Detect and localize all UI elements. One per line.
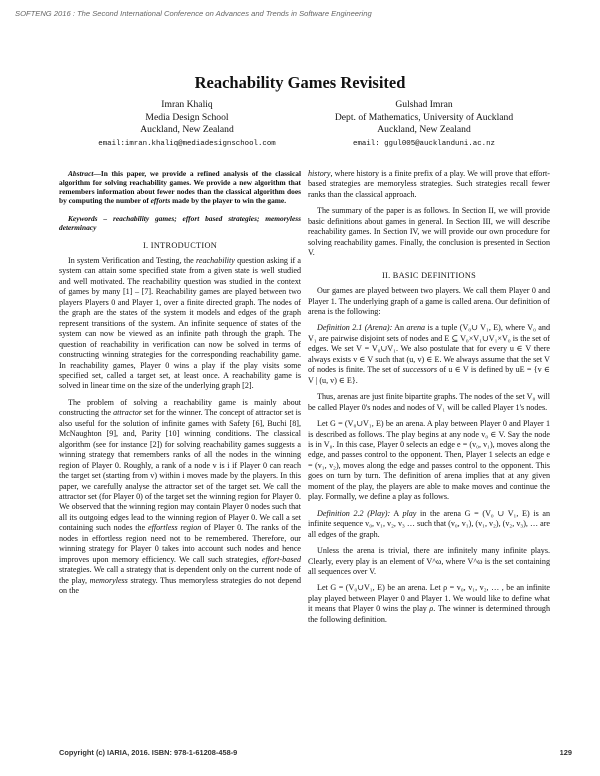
text: is a tuple (V₀∪ V₁, E), where V₀ and V₁ are pairwise disjoint sets of nodes and E ⊆ V₀×V₁∪V₁×V₀ is the set of edges. We set V = V₀∪V₁. We also postulate that for every u ∈ V there always exists v ∈ V such that (u, v) ∈ E. We always assume that the set V of nodes is finite. The set of: [308, 323, 550, 375]
text: strategies. We call a strategy that is dependent only on the current node of the play,: [59, 565, 301, 585]
abstract-text: made by the player to win the game.: [170, 196, 287, 206]
right-paragraph-winner: [308, 583, 550, 625]
right-paragraph-1: [308, 169, 550, 200]
text: . The winner is determined through the following definition.: [308, 604, 550, 624]
page-number: 129: [559, 748, 572, 757]
keywords-label: Keywords –: [68, 214, 113, 224]
text: strategy. Thus memoryless strategies do not depend on the: [59, 575, 302, 596]
right-column: [308, 169, 550, 625]
emphasis: attractor: [113, 408, 142, 418]
emphasis: arena: [406, 323, 426, 333]
text: The problem of solving a reachability game is mainly about constructing the: [59, 397, 301, 418]
intro-paragraph-1: [59, 256, 301, 392]
abstract-text: In this paper, we provide a refined analysis of the classical algorithm for solving reachability games. We provide a new algorithm that remembers information about fewer nodes than the classical algorithm does by computing the number of: [59, 169, 301, 206]
right-paragraph-infinite-plays: Unless the arena is trivial, there are infinitely many infinite plays. Clearly, every play is an element of V^ω, where V^ω is the set containing all sequences over V.: [308, 546, 550, 576]
emphasis: history: [308, 169, 331, 178]
definition-2-2: [308, 509, 550, 540]
text: of Player 0. The ranks of the nodes in effortless region need not to be remembered. Therefore, our winning strategy for Player 0 takes into account such nodes and hence improves upon memory efficiency. We call such strategies,: [59, 523, 301, 564]
text: in the arena G = (V₀ ∪ V₁, E) is an infinite sequence v₀, v₁, v₂, v₃ … such that (v₀, v₁), (v₁, v₂), (v₂, v₃), … are all edges of the graph.: [308, 508, 551, 539]
keywords-text: reachability games; effort based strategies; memoryless determinacy: [59, 214, 301, 233]
text: set for the winner. The concept of attractor set is also useful for the solution of infinite games with Safety [6], Buchi [8], McNaughton [9], and, Parity [10] winning conditions. The classical algorithm (see for instance [2]) for solving reachability games suggests a winning strategy that remembers ranks of all the nodes in the winning region of Player 0. Roughly, a rank of a node v is i if Player 0 can reach the target set (starting from v) within i moves made by the players. In this paper, we carefully analyse the attractor set of the target set. We call the attractor set (for Player 0) of the target set the winning region for Player 0. We observed that the winning region may contain Player 0 nodes such that all its outgoing edges lead to the winning region of Player 0. We call a set containing such nodes the: [59, 408, 301, 533]
definition-label: Definition 2.2 (Play):: [317, 508, 391, 518]
author-email[interactable]: email: ggul005@aucklanduni.ac.nz: [353, 139, 495, 148]
text: In system Verification and Testing, the: [68, 256, 197, 266]
author-name: Gulshad Imran: [395, 99, 453, 110]
emphasis: play: [402, 508, 417, 518]
running-header: SOFTENG 2016 : The Second International Conference on Advances and Trends in Software Engineering: [15, 9, 372, 18]
author-affiliation: Dept. of Mathematics, University of Auckland: [334, 111, 514, 123]
right-paragraph-play: Let G = (V₀∪V₁, E) be an arena. A play between Player 0 and Player 1 is described as follows. The play begins at any node v₀ ∈ V. Say the node is in V₀. In this case, Player 0 selects an edge e = (v₀, v₁), moves along the edge, and passes control to the opponent. Then, Player 1 selects an edge e = (v₁, v₂), moves along the edge and passes control to the opponent. This goes on turn by turn. The definition of arena implies that at any given moment of the play, the players are able to make moves and continue the play. Formally, we define a play as follows.: [308, 419, 550, 502]
author-email[interactable]: email:imran.khaliq@mediadesignschool.com: [98, 139, 276, 148]
author-location: Auckland, New Zealand: [377, 124, 471, 136]
emphasis: memoryless: [89, 575, 128, 585]
left-column: [59, 169, 301, 597]
section-heading-basic-definitions: II. BASIC DEFINITIONS: [381, 270, 477, 280]
intro-paragraph-2: [59, 398, 301, 597]
author-name: Imran Khaliq: [161, 99, 213, 110]
right-paragraph-games: Our games are played between two players. We call them Player 0 and Player 1. The underlying graph of a game is called arena. Our definition of arena is the following:: [308, 286, 550, 316]
author-block-1: [72, 99, 302, 150]
abstract-label: Abstract—: [68, 169, 101, 178]
author-block-2: [309, 99, 539, 150]
keywords: [59, 214, 301, 232]
paper-title: Reachability Games Revisited: [194, 73, 406, 92]
abstract-emphasis: efforts: [150, 196, 171, 206]
text: An: [392, 323, 407, 333]
emphasis: effort-based: [261, 554, 301, 564]
emphasis: successors: [402, 365, 438, 375]
text: Let G = (V₀∪V₁, E) be an arena. Let ρ = v₀, v₁, v₂, … , be an infinite play played between Player 0 and Player 1. We would like to define what it means that Player 0 wins the play: [308, 583, 550, 614]
author-location: Auckland, New Zealand: [140, 124, 234, 136]
right-paragraph-summary: The summary of the paper is as follows. In Section II, we will provide basic definitions about games in general. In Section III, we will describe reachability games. In Section IV, we will provide our own procedure for solving reachability games. Finally, the conclusion is presented in Section V.: [308, 206, 550, 258]
right-paragraph-bipartite: Thus, arenas are just finite bipartite graphs. The nodes of the set V₀ will be called Player 0's nodes and nodes of V₁ will be called Player 1's nodes.: [308, 392, 550, 412]
emphasis: ρ: [429, 604, 434, 614]
author-affiliation: Media Design School: [145, 111, 229, 123]
text: of u ∈ V is defined by uE = {v ∈ V | (u, v) ∈ E}.: [308, 365, 550, 385]
emphasis: effortless region: [147, 523, 202, 533]
text: , where history is a finite prefix of a play. We will prove that effort-based strategies are memoryless strategies. Such strategies recall fewer ranks than the classical approach.: [308, 169, 550, 199]
definition-label: Definition 2.1 (Arena):: [317, 323, 393, 333]
text: A: [390, 508, 403, 518]
footer-copyright: Copyright (c) IARIA, 2016. ISBN: 978-1-61208-458-9: [59, 748, 238, 757]
section-heading-introduction: I. INTRODUCTION: [142, 240, 218, 250]
emphasis: reachability: [196, 256, 235, 266]
definition-2-1: [308, 323, 550, 386]
abstract: [59, 169, 301, 205]
text: question asking if a system can attain some specified state from a given state is well studied and well motivated. The reachability question was studied in the context of games by many [1] – [7]. Reachability games are played between two players Players 0 and Player 1, over a finite directed graph. The nodes of the graph are the states of the system it models and edges of the graph represent transitions of the system. An infinite sequence of states of the system can now be viewed as an infinite path through the graph. The question of reachability in verification can now be solved in terms of constructing winning strategies for the corresponding reachability game. In reachability games, Player 0 wins a play if the play visits some specified set, called a target set, at least once. A reachability game is solved in linear time on the size of the underlying graph [2].: [59, 256, 301, 391]
